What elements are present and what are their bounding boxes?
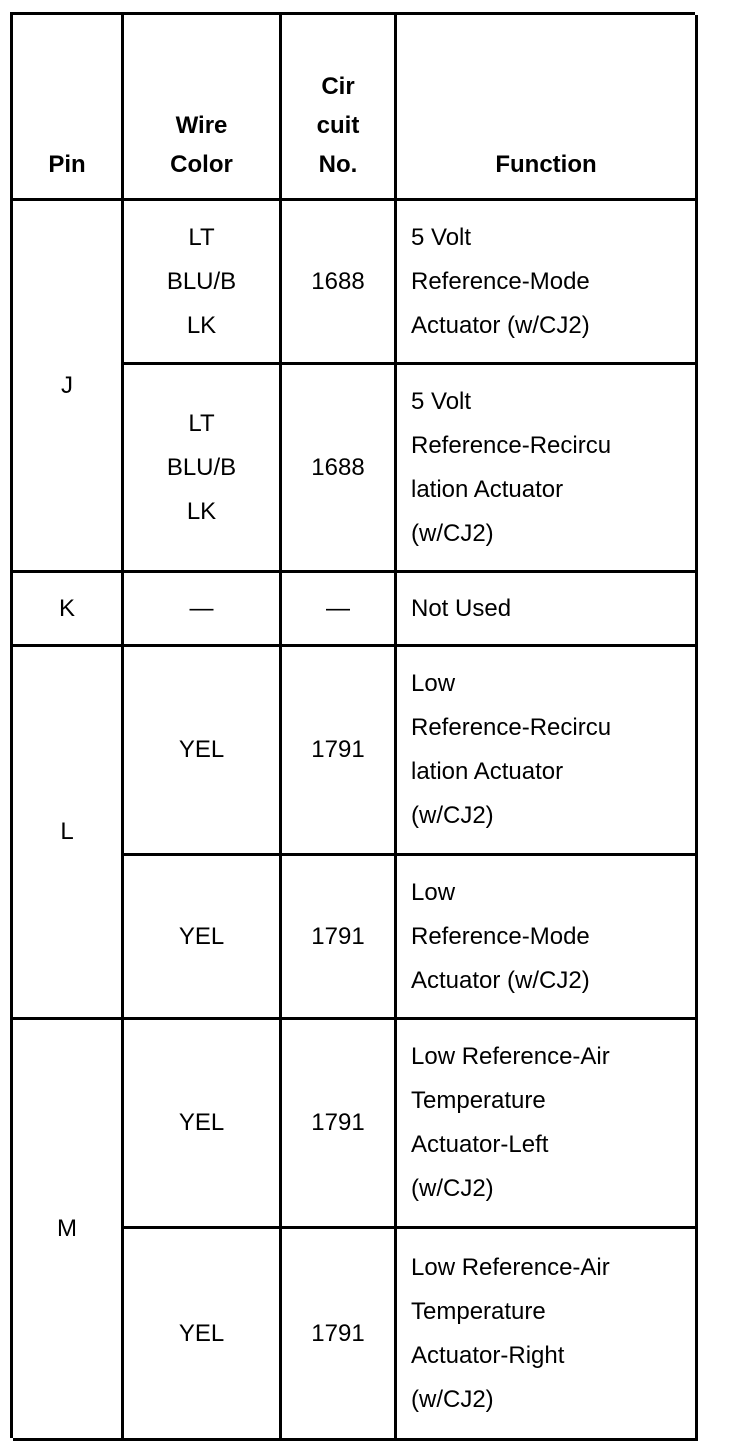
circuit-number: 1791 <box>311 1319 365 1347</box>
function-line: (w/CJ2) <box>411 519 494 547</box>
function-line: lation Actuator <box>411 475 564 503</box>
wire-color-line: LK <box>186 497 217 525</box>
header-function <box>397 15 698 201</box>
header-circuit-line: No. <box>318 151 358 178</box>
header-pin-label: Pin <box>48 151 86 178</box>
wire-color-cell <box>124 1020 282 1229</box>
function-cell <box>397 573 698 647</box>
circuit-cell <box>282 856 397 1020</box>
pin-cell-l <box>13 647 124 1020</box>
function-line: Reference-Recircu <box>411 431 612 459</box>
function-line: Actuator (w/CJ2) <box>411 311 590 339</box>
function-line: Temperature <box>411 1087 546 1114</box>
pin-cell-m <box>13 1020 124 1441</box>
pin-label: M <box>57 1215 77 1242</box>
header-circuit-line: cuit <box>316 112 360 139</box>
circuit-number: 1791 <box>311 1109 365 1136</box>
wire-color-cell <box>124 201 282 365</box>
function-line: Actuator-Left <box>411 1131 549 1158</box>
function-line: (w/CJ2) <box>411 802 494 829</box>
header-circuit-line: Cir <box>321 73 355 100</box>
pin-cell-k <box>13 573 124 647</box>
function-cell <box>397 1229 698 1441</box>
pin-cell-j <box>13 201 124 573</box>
function-line: 5 Volt <box>411 387 472 415</box>
circuit-cell <box>282 201 397 365</box>
function-line: Actuator-Right <box>411 1341 565 1369</box>
wire-color-cell <box>124 1229 282 1441</box>
circuit-number: 1791 <box>311 922 365 950</box>
wire-color-line: BLU/B <box>166 453 237 481</box>
wire-color-line: — <box>189 594 214 622</box>
circuit-cell <box>282 1020 397 1229</box>
circuit-number: 1791 <box>311 736 365 763</box>
function-cell <box>397 1020 698 1229</box>
function-line: (w/CJ2) <box>411 1385 494 1413</box>
function-cell <box>397 647 698 856</box>
circuit-cell <box>282 365 397 573</box>
function-line: Low <box>411 878 456 906</box>
function-line: Reference-Mode <box>411 922 590 950</box>
wire-color-cell <box>124 573 282 647</box>
wire-color-line: BLU/B <box>166 267 237 295</box>
pin-label: K <box>58 594 75 622</box>
header-function-label: Function <box>495 151 597 178</box>
pin-label: J <box>61 371 73 399</box>
circuit-number: 1688 <box>311 453 365 481</box>
pin-label: L <box>60 818 74 845</box>
header-circuit-no <box>282 15 397 201</box>
function-line: (w/CJ2) <box>411 1175 494 1202</box>
wire-color-cell <box>124 856 282 1020</box>
function-cell <box>397 201 698 365</box>
connector-pin-table <box>10 12 695 1438</box>
wire-color-line: YEL <box>178 1319 225 1347</box>
circuit-cell <box>282 573 397 647</box>
circuit-cell <box>282 647 397 856</box>
wire-color-line: YEL <box>178 736 225 763</box>
wire-color-line: YEL <box>178 1109 225 1136</box>
function-cell <box>397 365 698 573</box>
wire-color-cell <box>124 647 282 856</box>
circuit-cell <box>282 1229 397 1441</box>
circuit-number: — <box>326 594 350 622</box>
function-line: Temperature <box>411 1297 546 1325</box>
function-line: Actuator (w/CJ2) <box>411 966 590 994</box>
function-line: Not Used <box>411 594 512 622</box>
function-line: Low Reference-Air <box>411 1253 610 1281</box>
circuit-number: 1688 <box>311 267 365 295</box>
header-pin <box>13 15 124 201</box>
function-line: Reference-Mode <box>411 267 590 295</box>
function-line: 5 Volt <box>411 223 472 251</box>
function-line: Low <box>411 670 456 697</box>
wire-color-line: LT <box>188 223 215 251</box>
header-wire-color <box>124 15 282 201</box>
wire-color-line: YEL <box>178 922 225 950</box>
function-line: Reference-Recircu <box>411 714 612 741</box>
function-line: Low Reference-Air <box>411 1043 610 1070</box>
wire-color-line: LT <box>188 409 215 437</box>
function-line: lation Actuator <box>411 758 564 785</box>
header-wire-color-line: Wire <box>175 112 228 139</box>
wire-color-line: LK <box>186 311 217 339</box>
wire-color-cell <box>124 365 282 573</box>
function-cell <box>397 856 698 1020</box>
header-wire-color-line: Color <box>170 151 233 178</box>
